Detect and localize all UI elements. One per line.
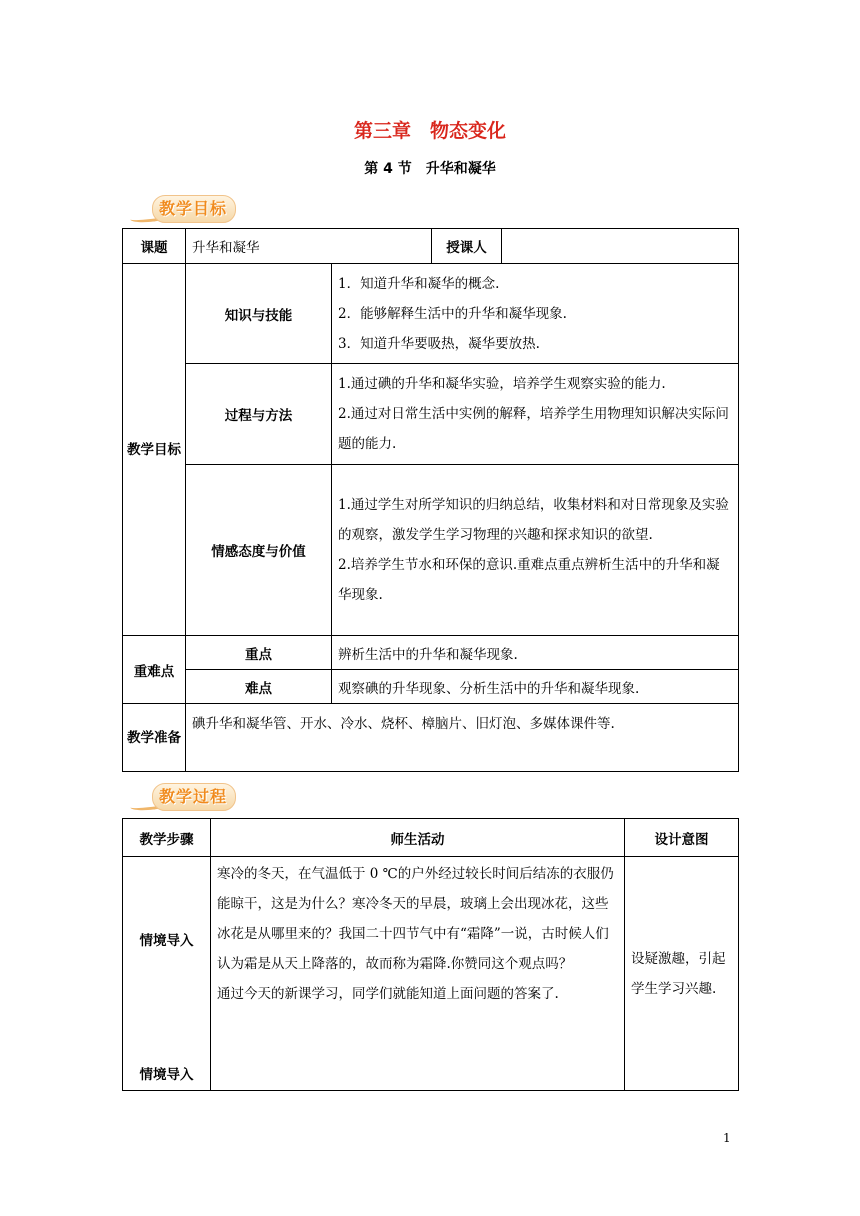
knowledge-content: [332, 264, 739, 364]
page-number: 1: [723, 1131, 731, 1145]
attitude-line: 1.通过学生对所学知识的归纳总结，收集材料和对日常现象及实验的观察，激发学生学习物理的兴趣和探求知识的欲望.: [338, 497, 729, 543]
knowledge-label: 知识与技能: [186, 264, 332, 364]
knowledge-line: 1．知道升华和凝华的概念.: [338, 275, 500, 292]
process-banner: [130, 782, 300, 812]
process-step-cell: [123, 857, 211, 1091]
method-line: 2.通过对日常生活中实例的解释，培养学生用物理知识解决实际问题的能力.: [338, 406, 729, 452]
activity-paragraph: 寒冷的冬天，在气温低于 0 ℃的户外经过较长时间后结冻的衣服仍能晾干，这是为什么？寒冷冬天的早晨，玻璃上会出现冰花，这些冰花是从哪里来的？我国二十四节气中有“霜降”一说，古时候人们认为霜是从天上降落的，故而称为霜降.你赞同这个观点吗？: [217, 866, 614, 972]
process-header-activity: 师生活动: [211, 819, 625, 857]
attitude-content: [332, 465, 739, 636]
objectives-banner: [130, 194, 300, 224]
knowledge-line: 3．知道升华要吸热，凝华要放热.: [338, 335, 540, 352]
goals-label: 教学目标: [123, 264, 186, 636]
process-intent: 设疑激趣，引起学生学习兴趣.: [625, 857, 739, 1091]
chapter-title: 第三章 物态变化: [353, 120, 506, 142]
topic-value: 升华和凝华: [186, 229, 432, 264]
method-label: 过程与方法: [186, 364, 332, 465]
difficult-point-value: 观察碘的升华现象、分析生活中的升华和凝华现象.: [332, 670, 739, 704]
knowledge-line: 2．能够解释生活中的升华和凝华现象.: [338, 305, 567, 322]
difficult-point-label: 难点: [186, 670, 332, 704]
key-point-value: 辨析生活中的升华和凝华现象.: [332, 636, 739, 670]
prep-value: 碘升华和凝华管、开水、冷水、烧杯、樟脑片、旧灯泡、多媒体课件等.: [186, 704, 739, 772]
process-step-label: 情境导入: [139, 933, 194, 949]
attitude-label: 情感态度与价值: [186, 465, 332, 636]
process-table: [122, 818, 739, 1091]
key-point-label: 重点: [186, 636, 332, 670]
process-header-step: 教学步骤: [123, 819, 211, 857]
objectives-banner-label: 教学目标: [152, 195, 236, 223]
process-step-label-repeat: 情境导入: [139, 1067, 194, 1083]
process-activity: [211, 857, 625, 1091]
prep-label: 教学准备: [123, 704, 186, 772]
section-title: 第 4 节 升华和凝华: [364, 161, 496, 177]
process-banner-label: 教学过程: [152, 783, 236, 811]
activity-paragraph: 通过今天的新课学习，同学们就能知道上面问题的答案了.: [217, 986, 559, 1002]
attitude-line: 2.培养学生节水和环保的意识.重难点重点辨析生活中的升华和凝华现象.: [338, 557, 720, 603]
teacher-value: [502, 229, 739, 264]
topic-label: 课题: [123, 229, 186, 264]
method-line: 1.通过碘的升华和凝华实验，培养学生观察实验的能力.: [338, 376, 666, 392]
key-difficult-label: 重难点: [123, 636, 186, 704]
process-header-intent: 设计意图: [625, 819, 739, 857]
teacher-label: 授课人: [432, 229, 502, 264]
method-content: [332, 364, 739, 465]
objectives-table: [122, 228, 739, 772]
